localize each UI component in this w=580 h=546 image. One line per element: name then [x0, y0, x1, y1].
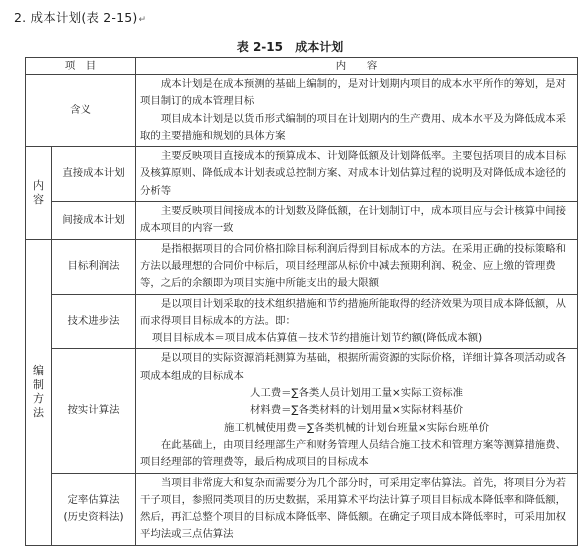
row-label-direct-cost: 直接成本计划 [52, 147, 136, 202]
row-content-meaning [136, 75, 578, 147]
actual-calc-paragraph-2: 在此基础上，由项目经理部生产和财务管理人员结合施工技术和管理方案等测算措施费、项目经理部的管理费等，最后构成项目的目标成本 [140, 438, 567, 469]
row-label-indirect-cost: 间接成本计划 [52, 202, 136, 240]
group-label-methods-text: 编制方法 [33, 364, 44, 420]
table-row [26, 239, 578, 294]
section-heading [14, 8, 146, 26]
row-content-target-profit [136, 239, 578, 294]
table-row [26, 294, 578, 349]
row-content-indirect-cost [136, 202, 578, 240]
row-content-tech-progress [136, 294, 578, 349]
tech-progress-formula: 项目目标成本＝项目成本估算值－技术节约措施计划节约额(降低成本额) [152, 332, 483, 345]
direct-cost-text: 主要反映项目直接成本的预算成本、计划降低额及计划降低率。主要包括项目的成本目标及核算原则、降低成本计划表或总控制方案、对成本计划估算过程的说明及对降低成本途径的分析等 [140, 150, 567, 197]
group-label-methods [26, 239, 52, 545]
actual-calc-formula-machinery: 施工机械使用费＝∑各类机械的计划台班量×实际台班单价 [223, 421, 490, 434]
meaning-paragraph-2: 项目成本计划是以货币形式编制的项目在计划期内的生产费用、成本水平及为降低成本采取的主要措施和规划的具体方案 [140, 112, 567, 142]
table-caption-title: 成本计划 [295, 40, 344, 54]
table-row [26, 473, 578, 545]
actual-calc-formula-labor: 人工费＝∑各类人员计划用工量×实际工资标准 [249, 387, 464, 400]
row-label-tech-progress: 技术进步法 [52, 294, 136, 349]
row-label-actual-calc: 按实计算法 [52, 349, 136, 473]
quota-label-line-2: (历史资料法) [63, 511, 124, 524]
group-label-content-text: 内容 [33, 178, 44, 206]
table-row [26, 75, 578, 147]
column-header-item: 项 目 [26, 58, 136, 75]
group-label-content [26, 147, 52, 239]
column-header-content: 内 容 [136, 58, 578, 75]
section-title: 成本计划(表 2-15) [30, 10, 138, 25]
tech-progress-text: 是以项目计划采取的技术组织措施和节约措施所能取得的经济效果为项目成本降低额，从而求得项目目标成本的方法。即： [140, 297, 567, 327]
row-content-quota-estimate [136, 473, 578, 545]
actual-calc-formula-material: 材料费＝∑各类材料的计划用量×实际材料基价 [249, 404, 464, 417]
table-row [26, 147, 578, 202]
cost-plan-table [25, 57, 578, 546]
row-label-quota-estimate [52, 473, 136, 545]
row-content-direct-cost [136, 147, 578, 202]
indirect-cost-text: 主要反映项目间接成本的计划数及降低额，在计划制订中，成本项目应与会计核算中间接成本项目的内容一致 [140, 205, 567, 235]
meaning-paragraph-1: 成本计划是在成本预测的基础上编制的，是对计划期内项目的成本水平所作的筹划，是对项目制订的成本管理目标 [140, 78, 567, 108]
table-caption [0, 38, 580, 55]
quota-estimate-text: 当项目非常庞大和复杂而需要分为几个部分时，可采用定率估算法。首先，将项目分为若干子项目，参照同类项目的历史数据，采用算术平均法计算子项目目标成本降低率和降低额，然后，再汇总整个项目的目标成本降低率、降低额。在确定子项目成本降低率时，可采用加权平均法或三点估算法 [140, 476, 567, 541]
quota-label-line-1: 定率估算法 [67, 493, 120, 506]
return-mark-icon: ↵ [138, 15, 147, 25]
table-row [26, 349, 578, 473]
table-caption-label: 表 2-15 [236, 40, 283, 54]
section-number: 2. [14, 10, 27, 25]
row-content-actual-calc [136, 349, 578, 473]
actual-calc-paragraph-1: 是以项目的实际资源消耗测算为基础，根据所需资源的实际价格，详细计算各项活动或各项成本组成的目标成本 [140, 352, 567, 382]
target-profit-text: 是指根据项目的合同价格扣除目标利润后得到目标成本的方法。在采用正确的投标策略和方法以最理想的合同价中标后，项目经理部从标价中减去预期利润、税金、应上缴的管理费等，之后的余额即为项目实施中所能支出的最大限额 [140, 242, 567, 290]
row-label-target-profit: 目标利润法 [52, 239, 136, 294]
table-row [26, 202, 578, 240]
table-header-row [26, 58, 578, 75]
row-label-meaning: 含义 [26, 75, 136, 147]
